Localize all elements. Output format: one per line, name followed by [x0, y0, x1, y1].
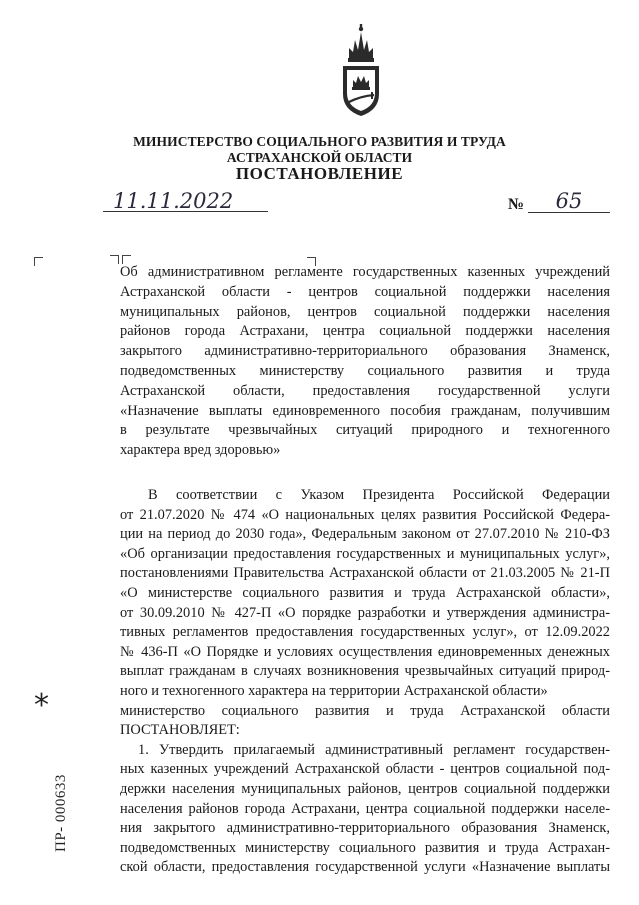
document-body: [120, 486, 610, 878]
body-line: выплат гражданам в случаях возникновения чрезвычайных ситуаций природ-: [120, 663, 610, 680]
margin-asterisk: *: [34, 688, 49, 723]
body-line: ПОСТАНОВЛЯЕТ:: [120, 722, 240, 739]
body-line: 1. Утвердить прилагаемый административный регламент государствен-: [138, 741, 610, 758]
document-subject: [120, 263, 610, 461]
vertical-document-code: ПР- 000633: [53, 774, 69, 852]
body-line: № 436-П «О Порядке и условиях осуществления единовременных денежных: [120, 643, 610, 660]
body-line: от 30.09.2010 № 427-П «О порядке разработки и утверждения администра-: [120, 604, 610, 621]
subject-line: в результате чрезвычайных ситуаций природного и техногенного: [120, 422, 610, 439]
body-line: «О министерстве социального развития и труда Астраханской области»,: [120, 584, 610, 601]
corner-mark: [34, 257, 43, 266]
body-line: подведомственных министерству социального развития и труда Астрахан-: [120, 839, 610, 856]
body-line: ции на период до 2030 года», Федеральным законом от 27.07.2010 № 210-ФЗ: [120, 526, 610, 543]
body-line: ных казенных учреждений Астраханской области - центров социальной под-: [120, 761, 610, 778]
body-line: В соответствии с Указом Президента Российской Федерации: [148, 487, 610, 503]
subject-line: Астраханской области, предоставления государственной услуги: [120, 382, 610, 399]
document-number: 65: [528, 190, 610, 213]
subject-line: районов города Астрахани, центра социальной поддержки населения: [120, 323, 610, 340]
body-line: министерство социального развития и труда Астраханской области: [120, 702, 610, 719]
body-line: населения районов города Астрахани, центра социальной поддержки населе-: [120, 800, 610, 817]
body-line: «Об организации предоставления государственных и муниципальных услуг»,: [120, 545, 610, 562]
subject-line: Об административном регламенте государственных казенных учреждений: [120, 264, 610, 280]
ministry-name-line2: АСТРАХАНСКОЙ ОБЛАСТИ: [226, 150, 413, 165]
coat-of-arms-icon: [333, 22, 389, 120]
body-line: ного и техногенного характера на территории Астраханской области»: [120, 682, 548, 699]
body-line: держки населения муниципальных районов, центров социальной поддержки: [120, 780, 610, 797]
document-date: 11.11.2022: [103, 190, 268, 212]
body-line: от 21.07.2020 № 474 «О национальных целях развития Российской Федера-: [120, 506, 610, 523]
subject-line: закрытого административно-территориального образования Знаменск,: [120, 343, 610, 360]
body-line: тивных регламентов предоставления государственных услуг», от 12.09.2022: [120, 624, 610, 641]
corner-mark: [110, 255, 119, 264]
subject-line: «Назначение выплаты единовременного пособия гражданам, получившим: [120, 402, 610, 419]
body-line: постановлениями Правительства Астраханской области от 21.03.2005 № 21-П: [120, 565, 610, 582]
body-line: ния закрытого административно-территориального образования Знаменск,: [120, 820, 610, 837]
ministry-name-line1: МИНИСТЕРСТВО СОЦИАЛЬНОГО РАЗВИТИЯ И ТРУДА: [133, 134, 506, 149]
subject-line: Астраханской области - центров социальной поддержки населения: [120, 283, 610, 300]
number-label: №: [508, 196, 525, 213]
subject-line: подведомственных министерству социального развития и труда: [120, 362, 610, 379]
subject-line: муниципальных районов, центров социальной поддержки населения: [120, 303, 610, 320]
body-line: ской области, предоставления государственной услуги «Назначение выплаты: [120, 859, 610, 876]
subject-line: характера вред здоровью»: [120, 442, 281, 459]
document-type: ПОСТАНОВЛЕНИЕ: [235, 164, 404, 183]
